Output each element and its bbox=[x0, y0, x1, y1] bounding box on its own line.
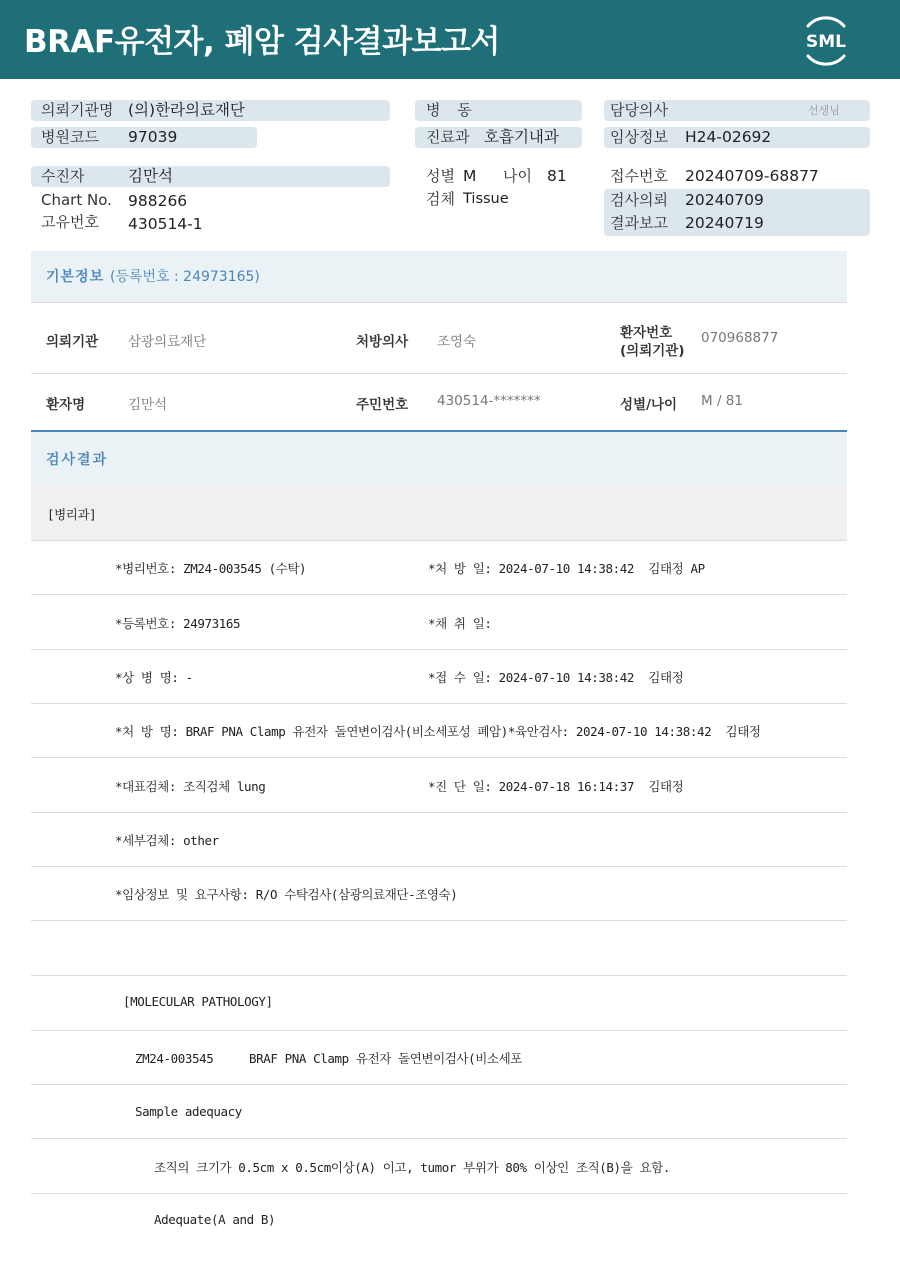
patient-label: 수진자 bbox=[41, 167, 85, 185]
department-label: [병리과] bbox=[47, 507, 97, 522]
result-line-left: *임상정보 및 요구사항: R/O 수탁검사(삼광의료재단-조영숙) bbox=[115, 887, 458, 902]
patient-value: 김만석 bbox=[128, 167, 173, 185]
divider bbox=[31, 1030, 847, 1031]
divider bbox=[31, 1138, 847, 1139]
dept-label: 진료과 bbox=[426, 128, 470, 146]
hospital-code-value: 97039 bbox=[128, 128, 178, 146]
report-title: BRAF유전자, 폐암 검사결과보고서 bbox=[24, 24, 500, 60]
result-line-right: *처 방 일: 2024-07-10 14:38:42 김태정 AP bbox=[428, 561, 705, 576]
unique-no-label: 고유번호 bbox=[41, 213, 99, 231]
divider bbox=[31, 1193, 847, 1194]
specimen-value: Tissue bbox=[463, 191, 509, 207]
divider bbox=[31, 649, 847, 650]
sml-logo-icon bbox=[796, 10, 856, 70]
results-header bbox=[31, 430, 847, 486]
report-date-label: 결과보고 bbox=[610, 214, 668, 232]
sex-value: M bbox=[463, 167, 477, 185]
resident-number-label: 주민번호 bbox=[356, 397, 409, 413]
molecular-pathology-title: [MOLECULAR PATHOLOGY] bbox=[123, 994, 273, 1009]
specimen-label: 검체 bbox=[426, 190, 455, 208]
sex-label: 성별 bbox=[426, 167, 455, 185]
receipt-label: 접수번호 bbox=[610, 167, 668, 185]
result-line-left: *상 병 명: - bbox=[115, 670, 193, 685]
patient-number-sublabel: (의뢰기관) bbox=[620, 343, 685, 359]
divider bbox=[31, 866, 847, 867]
patient-number-label: 환자번호 bbox=[620, 325, 673, 341]
result-line-left: *대표검체: 조직검체 lung bbox=[115, 779, 266, 794]
divider bbox=[31, 757, 847, 758]
divider bbox=[31, 373, 847, 374]
requesting-institution-label: 의뢰기관 bbox=[46, 334, 99, 350]
patient-pill bbox=[31, 166, 390, 187]
clinical-label: 임상정보 bbox=[610, 128, 668, 146]
resident-number-value: 430514-******* bbox=[437, 393, 541, 409]
patient-name-value: 김만석 bbox=[128, 397, 168, 413]
sex-age-value: M / 81 bbox=[701, 393, 743, 409]
prescribing-doctor-value: 조영숙 bbox=[437, 334, 477, 350]
divider bbox=[31, 1084, 847, 1085]
request-date-value: 20240709 bbox=[685, 191, 764, 209]
report-date-value: 20240719 bbox=[685, 214, 764, 232]
divider bbox=[31, 302, 847, 303]
clinical-value: H24-02692 bbox=[685, 128, 772, 146]
sex-age-label: 성별/나이 bbox=[620, 397, 678, 413]
result-line-left: *등록번호: 24973165 bbox=[115, 616, 241, 631]
divider bbox=[31, 540, 847, 541]
chart-no-value: 988266 bbox=[128, 192, 188, 210]
receipt-value: 20240709-68877 bbox=[685, 167, 819, 185]
ward-label: 병 동 bbox=[426, 101, 478, 119]
result-line-right: *진 단 일: 2024-07-18 16:14:37 김태정 bbox=[428, 779, 684, 794]
doctor-label: 담당의사 bbox=[610, 101, 668, 119]
divider bbox=[31, 594, 847, 595]
divider bbox=[31, 703, 847, 704]
test-line: ZM24-003545 BRAF PNA Clamp 유전자 돌연변이검사(비소세포 bbox=[135, 1051, 522, 1066]
registration-number: (등록번호 : 24973165) bbox=[109, 269, 260, 285]
result-line-left: *처 방 명: BRAF PNA Clamp 유전자 돌연변이검사(비소세포성 폐암)*육안검사: 2024-07-10 14:38:42 김태정 bbox=[115, 724, 761, 739]
basic-info-title: 기본정보 (등록번호 : 24973165) bbox=[46, 269, 260, 285]
chart-no-label: Chart No. bbox=[41, 191, 112, 209]
result-line-right: *접 수 일: 2024-07-10 14:38:42 김태정 bbox=[428, 670, 684, 685]
result-line-right: *채 취 일: bbox=[428, 616, 492, 631]
patient-number-value: 070968877 bbox=[701, 330, 779, 346]
doctor-suffix: 선생님 bbox=[808, 104, 840, 117]
prescribing-doctor-label: 처방의사 bbox=[356, 334, 409, 350]
request-date-label: 검사의뢰 bbox=[610, 191, 668, 209]
department-band bbox=[31, 486, 847, 540]
adequacy-title: Sample adequacy bbox=[135, 1104, 242, 1119]
result-line-left: *세부검체: other bbox=[115, 833, 219, 848]
adequacy-result: Adequate(A and B) bbox=[154, 1212, 276, 1227]
divider bbox=[31, 920, 847, 921]
institution-label: 의뢰기관명 bbox=[41, 101, 114, 119]
results-title: 검사결과 bbox=[46, 452, 109, 468]
divider bbox=[31, 975, 847, 976]
svg-text:SML: SML bbox=[806, 32, 846, 52]
divider bbox=[31, 812, 847, 813]
result-line-left: *병리번호: ZM24-003545 (수탁) bbox=[115, 561, 307, 576]
institution-value: (의)한라의료재단 bbox=[128, 101, 245, 119]
requesting-institution-value: 삼광의료재단 bbox=[128, 334, 207, 350]
report-header bbox=[0, 0, 900, 79]
adequacy-description: 조직의 크기가 0.5cm x 0.5cm이상(A) 이고, tumor 부위가 80% 이상인 조직(B)을 요함. bbox=[154, 1160, 670, 1175]
dept-value: 호흡기내과 bbox=[484, 128, 559, 146]
patient-name-label: 환자명 bbox=[46, 397, 86, 413]
age-label: 나이 bbox=[503, 167, 532, 185]
age-value: 81 bbox=[547, 167, 567, 185]
hospital-code-label: 병원코드 bbox=[41, 128, 99, 146]
unique-no-value: 430514-1 bbox=[128, 215, 203, 233]
